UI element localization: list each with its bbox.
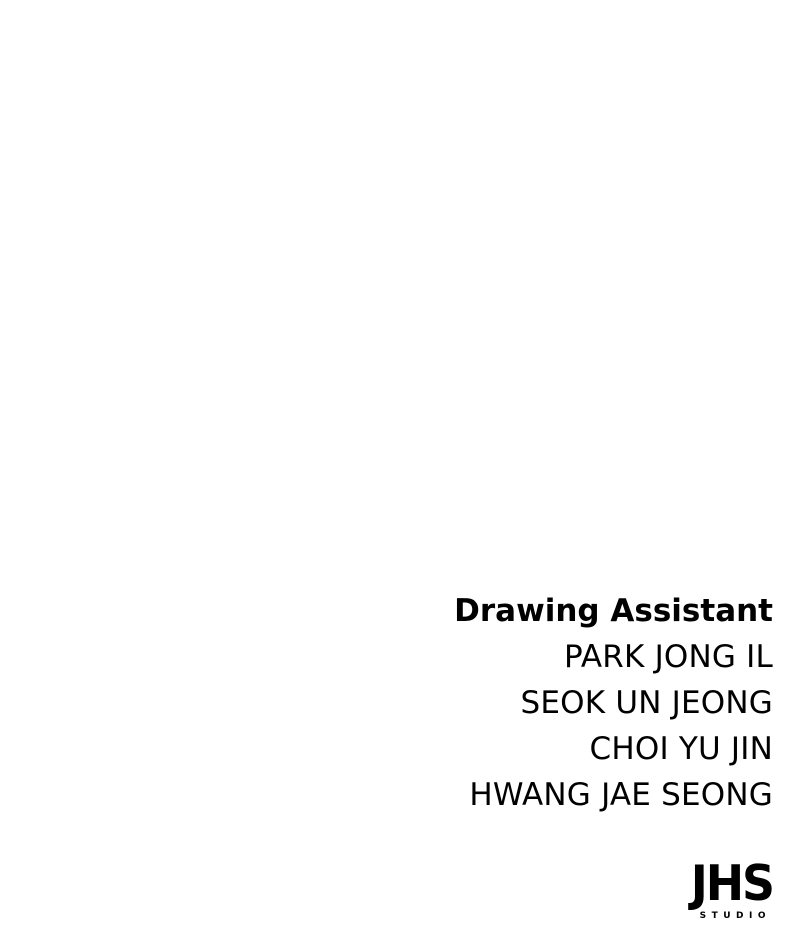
credit-name: HWANG JAE SEONG xyxy=(469,777,773,813)
credit-name: CHOI YU JIN xyxy=(589,731,773,767)
studio-logo-mark: JHS xyxy=(690,855,773,912)
credits-title: Drawing Assistant xyxy=(454,593,773,629)
studio-logo-subtitle: STUDIO xyxy=(699,911,771,921)
credit-name: SEOK UN JEONG xyxy=(520,685,773,721)
studio-logo xyxy=(593,855,773,921)
credits-block xyxy=(213,588,773,818)
credit-name: PARK JONG IL xyxy=(563,639,773,675)
